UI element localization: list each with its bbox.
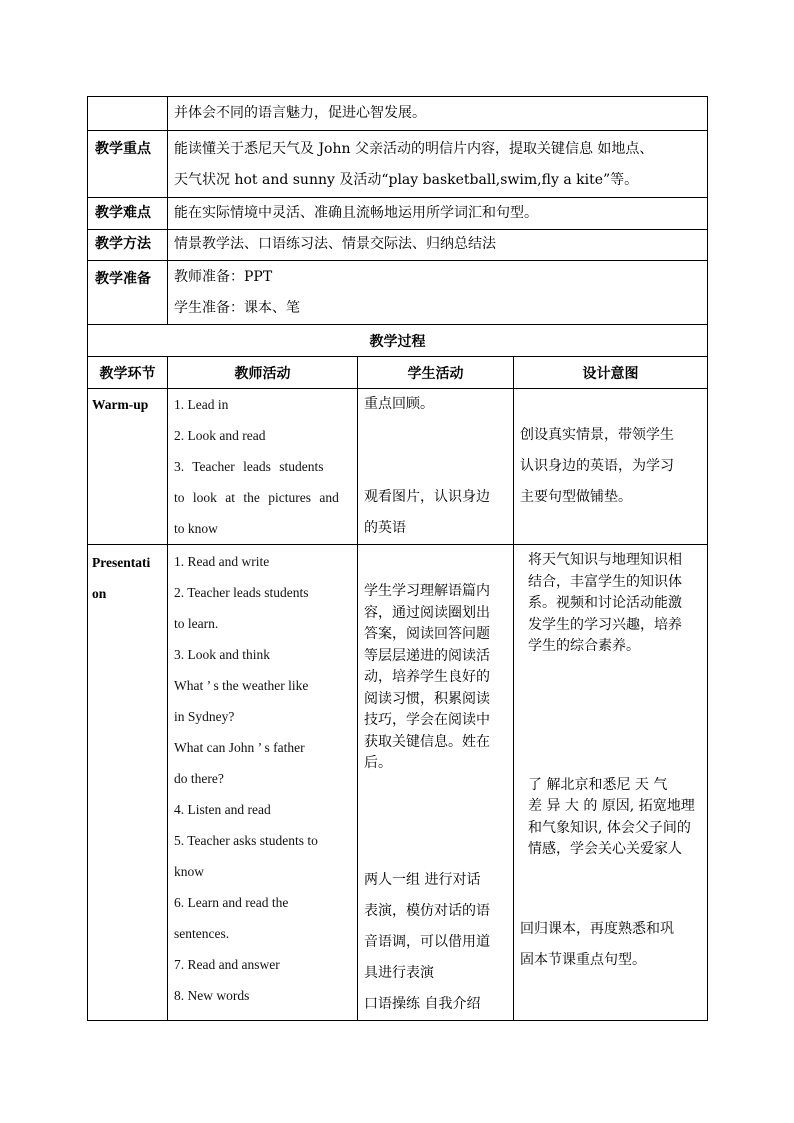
key-points-line-2: 天气状况 hot and sunny 及活动“play basketball,swim,fly a kite”等。 [174,172,639,188]
header-student-activity: 学生活动 [358,357,514,389]
intent-line: 固本节课重点句型。 [520,951,646,968]
student-preparation: 学生准备：课本、笔 [174,300,300,316]
lesson-plan-table [87,96,708,1021]
intent-line: 情感，学会关心关爱家人 [528,841,682,857]
key-points-line-1: 能读懂关于悉尼天气及 John 父亲活动的明信片内容，提取关键信息 如地点、 [174,141,654,157]
intent-line: 发学生的学习兴趣，培养 [528,616,682,633]
intent-line: 和气象知识, 体会父子间的 [528,819,691,836]
student-line: 容，通过阅读圈划出 [364,604,490,621]
key-points-label: 教学重点 [88,131,168,198]
presentation-student-activity [358,545,514,1021]
process-title: 教学过程 [88,325,708,357]
difficulties-label: 教学难点 [88,198,168,230]
student-line: 学生学习理解语篇内 [364,583,490,599]
presentation-teacher-line: 3. Look and think [174,647,270,662]
student-line: 技巧，学会在阅读中 [364,712,490,728]
student-line: 后。 [364,755,392,771]
preparation-label: 教学准备 [88,261,168,325]
warmup-stage: Warm-up [88,389,168,545]
warmup-teacher-line: 2. Look and read [174,428,266,443]
warmup-student-top: 重点回顾。 [364,396,434,412]
intent-line: 结合，丰富学生的知识体 [528,573,682,590]
presentation-teacher-line: do there? [174,771,224,786]
student-line: 阅读习惯，积累阅读 [364,690,490,707]
warmup-teacher-line: 3. Teacher leads students [174,459,324,474]
warmup-student-line: 观看图片，认识身边 [364,489,490,505]
intent-line: 将天气知识与地理知识相 [528,552,682,568]
warmup-row [88,389,708,545]
warmup-intent-line: 认识身边的英语，为学习 [520,458,674,474]
intent-line: 了 解北京和悉尼 天 气 [528,776,668,793]
presentation-intent-block-3 [520,914,701,976]
key-points-content [168,131,708,198]
warmup-teacher-line: to look at the pictures and [174,490,339,505]
warmup-intent-line: 主要句型做铺垫。 [520,489,632,505]
intent-line: 系。视频和讨论活动能激 [528,595,682,611]
presentation-stage [88,545,168,1021]
methods-label: 教学方法 [88,230,168,261]
difficulties-text: 能在实际情境中灵活、准确且流畅地运用所学词汇和句型。 [168,198,708,230]
process-header-row [88,357,708,389]
presentation-stage-line-2: on [92,586,107,601]
preparation-content [168,261,708,325]
key-points-row [88,131,708,198]
presentation-teacher-line: What can John ’ s father [174,740,305,755]
presentation-design-intent [514,545,708,1021]
intent-line: 回归课本，再度熟悉和巩 [520,920,674,937]
header-design-intent: 设计意图 [514,357,708,389]
student-line: 音语调，可以借用道 [364,933,490,950]
presentation-teacher-line: 5. Teacher asks students to [174,833,318,848]
warmup-design-intent [514,389,708,545]
presentation-student-block-2 [364,865,507,1020]
warmup-teacher-activity [168,389,358,545]
presentation-intent-block-1 [528,550,701,658]
student-line: 表演，模仿对话的语 [364,902,490,919]
presentation-teacher-line: know [174,864,204,879]
preparation-row [88,261,708,325]
presentation-teacher-line: 4. Listen and read [174,802,271,817]
process-title-row [88,325,708,357]
header-teacher-activity: 教师活动 [168,357,358,389]
warmup-teacher-line: 1. Lead in [174,397,229,412]
student-line: 答案，阅读回答问题 [364,626,490,642]
presentation-teacher-line: 8. New words [174,988,250,1003]
difficulties-row [88,198,708,230]
student-line: 动，培养学生良好的 [364,669,490,685]
methods-text: 情景教学法、口语练习法、情景交际法、归纳总结法 [168,230,708,261]
intent-line: 学生的综合素养。 [528,638,640,654]
presentation-teacher-line: sentences. [174,926,230,941]
warmup-student-activity [358,389,514,545]
presentation-teacher-line: 7. Read and answer [174,957,280,972]
student-line: 等层层递进的阅读活 [364,647,490,664]
student-line: 具进行表演 [364,964,434,981]
presentation-intent-block-2 [528,775,701,861]
presentation-stage-line-1: Presentati [92,555,151,570]
header-stage: 教学环节 [88,357,168,389]
presentation-teacher-line: to learn. [174,616,219,631]
continuation-row [88,97,708,131]
presentation-teacher-line: 2. Teacher leads students [174,585,309,600]
warmup-intent-line: 创设真实情景，带领学生 [520,427,674,443]
presentation-teacher-line: 1. Read and write [174,554,270,569]
methods-row [88,230,708,261]
student-line: 获取关键信息。姓在 [364,733,490,750]
continuation-text: 并体会不同的语言魅力，促进心智发展。 [168,97,708,131]
presentation-teacher-activity [168,545,358,1021]
student-line: 口语操练 自我介绍 [364,995,481,1012]
presentation-row [88,545,708,1021]
student-line: 两人一组 进行对话 [364,871,481,888]
presentation-teacher-line: 6. Learn and read the [174,895,289,910]
intent-line: 差 异 大 的 原因, 拓宽地理 [528,798,695,814]
teacher-preparation: 教师准备：PPT [174,269,273,285]
presentation-teacher-line: What ’ s the weather like [174,678,309,693]
presentation-teacher-line: in Sydney? [174,709,235,724]
empty-label-cell [88,97,168,131]
warmup-teacher-line: to know [174,521,218,536]
presentation-student-block-1 [364,581,507,775]
warmup-student-line: 的英语 [364,520,406,536]
